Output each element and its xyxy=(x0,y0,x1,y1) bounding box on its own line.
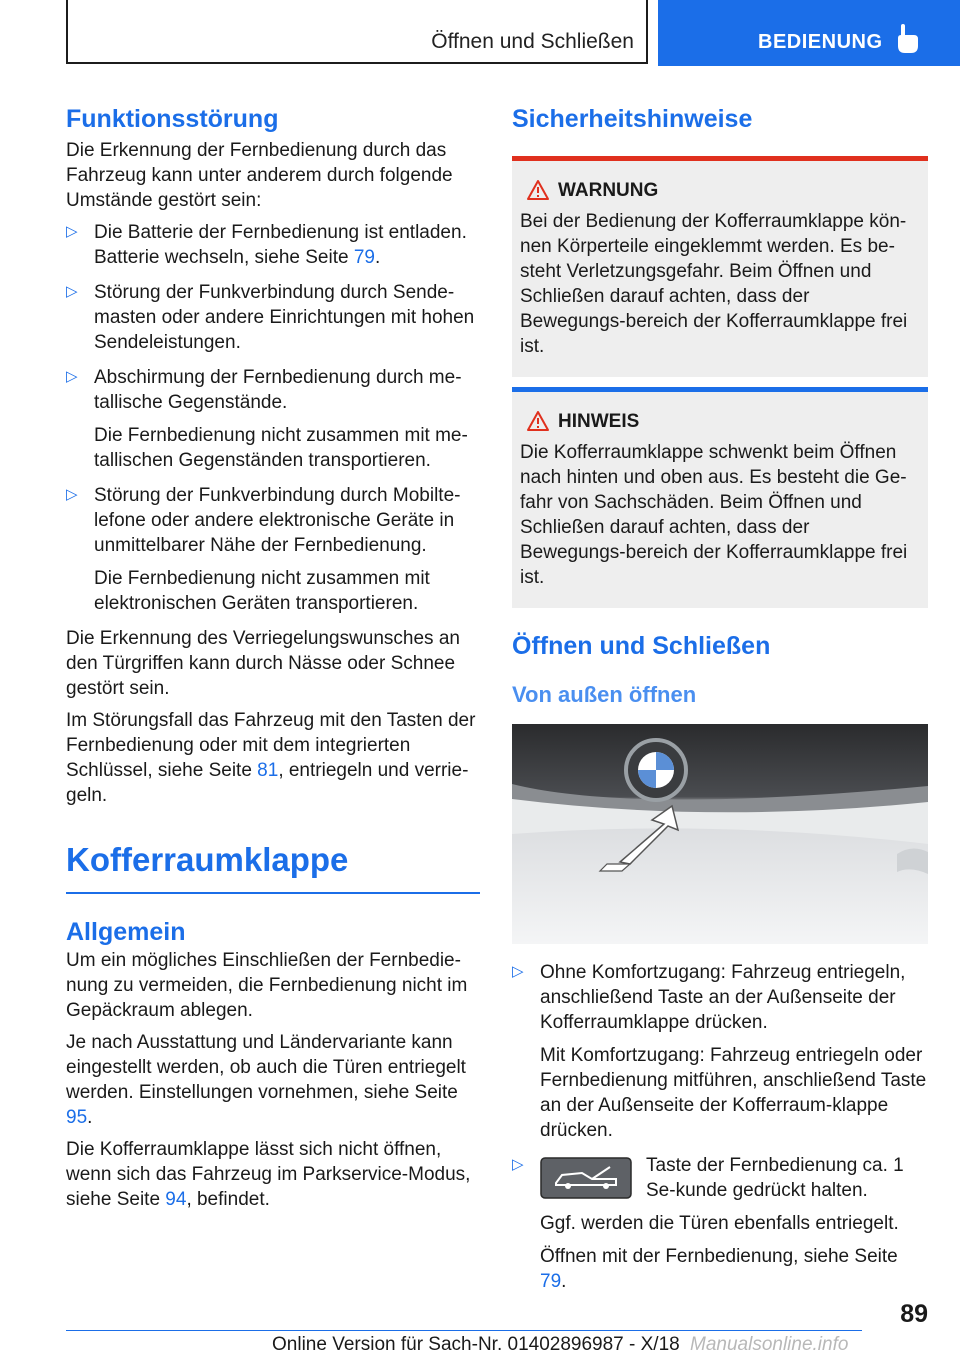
page-number: 89 xyxy=(900,1300,928,1328)
list-item-subtext: Die Fernbedienung nicht zusammen mit me-tallischen Gegenständen transportieren. xyxy=(94,425,468,471)
warning-title: WARNUNG xyxy=(520,179,920,203)
list-item-subtext: Öffnen mit der Fernbedienung, siehe Seite 79. xyxy=(540,1246,898,1292)
footer-text: Online Version für Sach-Nr. 01402896987 - X/18 xyxy=(272,1334,680,1355)
intro-paragraph: Die Erkennung der Fernbedienung durch das Fahrzeug kann unter anderem durch folgende Umstände gestört sein: xyxy=(66,140,453,211)
list-item xyxy=(66,280,480,355)
pointing-hand-icon xyxy=(894,24,920,54)
hint-text: Die Kofferraumklappe schwenkt beim Öffnen nach hinten und oben aus. Es besteht die Ge-fahr von Sachschäden. Beim Öffnen und Schließen darauf achten, dass der Bewegungs-bereich der Kofferraumklappe frei ist. xyxy=(520,442,908,588)
paragraph-parkservice: Die Kofferraumklappe lässt sich nicht öffnen, wenn sich das Fahrzeug im Parkservice-Modus, siehe Seite 94, befindet. xyxy=(66,1139,471,1210)
paragraph-einschliessen: Um ein mögliches Einschließen der Fernbedie-nung zu vermeiden, die Fernbedienung nicht im Gepäckraum ablegen. xyxy=(66,950,468,1021)
heading-von-aussen: Von außen öffnen xyxy=(512,682,697,707)
list-item-text: Die Batterie der Fernbedienung ist entladen. Batterie wechseln, siehe Seite 79. xyxy=(94,222,467,268)
list-item xyxy=(66,483,480,616)
warning-triangle-icon xyxy=(526,179,550,201)
hint-triangle-icon xyxy=(526,410,550,432)
chapter-tab-label: BEDIENUNG xyxy=(758,31,883,53)
paragraph-stoerungsfall: Im Störungsfall das Fahrzeug mit den Tasten der Fernbedienung oder mit dem integrierten Schlüssel, siehe Seite 81, entriegeln und verrie-geln. xyxy=(66,710,476,806)
list-item-subtext: Die Fernbedienung nicht zusammen mit elektronischen Geräten transportieren. xyxy=(94,568,430,614)
list-item xyxy=(66,220,480,270)
heading-oeffnen-schliessen: Öffnen und Schließen xyxy=(512,632,771,660)
left-column xyxy=(66,104,480,1219)
watermark: Manualsonline.info xyxy=(690,1334,849,1355)
bullet-triangle-icon: ▷ xyxy=(66,368,78,385)
list-item-subtext: Ggf. werden die Türen ebenfalls entriegelt. xyxy=(540,1213,899,1234)
list-item-text: Störung der Funkverbindung durch Mobilte-lefone oder andere elektronische Geräte in unmittelbarer Nähe der Fernbedienung. xyxy=(94,485,461,556)
hint-box xyxy=(512,387,928,608)
section-title: Öffnen und Schließen xyxy=(431,30,634,53)
list-item-text: Ohne Komfortzugang: Fahrzeug entriegeln, anschließend Taste an der Außenseite der Kofferraumklappe drücken. xyxy=(540,962,906,1033)
list-item-text: Taste der Fernbedienung ca. 1 Se-kunde gedrückt halten. xyxy=(646,1155,904,1201)
remote-trunk-key-icon xyxy=(540,1157,632,1199)
key-instruction-row xyxy=(540,1153,928,1203)
list-item xyxy=(512,1153,928,1294)
hint-title: HINWEIS xyxy=(520,410,920,434)
list-item-text: Störung der Funkverbindung durch Sende-masten oder andere Einrichtungen mit hohen Sendeleistungen. xyxy=(94,282,475,353)
heading-kofferraumklappe: Kofferraumklappe xyxy=(66,840,480,894)
heading-funktionsstoerung: Funktionsstörung xyxy=(66,105,279,133)
bullet-triangle-icon: ▷ xyxy=(66,283,78,300)
list-item xyxy=(66,365,480,473)
list-item-text: Abschirmung der Fernbedienung durch me-tallische Gegenstände. xyxy=(94,367,462,413)
header-section-box xyxy=(66,0,648,64)
footer-divider xyxy=(66,1330,862,1331)
bullet-triangle-icon: ▷ xyxy=(66,223,78,240)
list-item-subtext: Mit Komfortzugang: Fahrzeug entriegeln oder Fernbedienung mitführen, anschließend Taste an der Außenseite der Kofferraum-klappe drücken. xyxy=(540,1045,927,1141)
list-item xyxy=(512,960,928,1143)
heading-sicherheitshinweise: Sicherheitshinweise xyxy=(512,105,753,133)
warning-box xyxy=(512,156,928,377)
page-link[interactable]: 79 xyxy=(540,1271,562,1292)
paragraph-verriegelung: Die Erkennung des Verriegelungswunsches an den Türgriffen kann durch Nässe oder Schnee gestört sein. xyxy=(66,628,460,699)
page-link[interactable]: 79 xyxy=(353,247,375,268)
bullet-triangle-icon: ▷ xyxy=(512,963,524,980)
paragraph-ausstattung: Je nach Ausstattung und Ländervariante kann eingestellt werden, ob auch die Türen entriegelt werden. Einstellungen vornehmen, siehe Seite 95. xyxy=(66,1032,466,1128)
bullet-triangle-icon: ▷ xyxy=(512,1156,524,1173)
page-link[interactable]: 94 xyxy=(165,1189,187,1210)
heading-allgemein: Allgemein xyxy=(66,918,186,946)
page-link[interactable]: 81 xyxy=(257,760,279,781)
trunk-button-photo xyxy=(512,724,928,944)
warning-text: Bei der Bedienung der Kofferraumklappe kön-nen Körperteile eingeklemmt werden. Es be-steht Verletzungsgefahr. Beim Öffnen und Schließen darauf achten, dass der Bewegungs-bereich der Kofferraumklappe frei ist. xyxy=(520,211,908,357)
right-column xyxy=(512,104,928,1304)
bullet-triangle-icon: ▷ xyxy=(66,486,78,503)
page-link[interactable]: 95 xyxy=(66,1107,88,1128)
chapter-tab xyxy=(658,0,960,66)
